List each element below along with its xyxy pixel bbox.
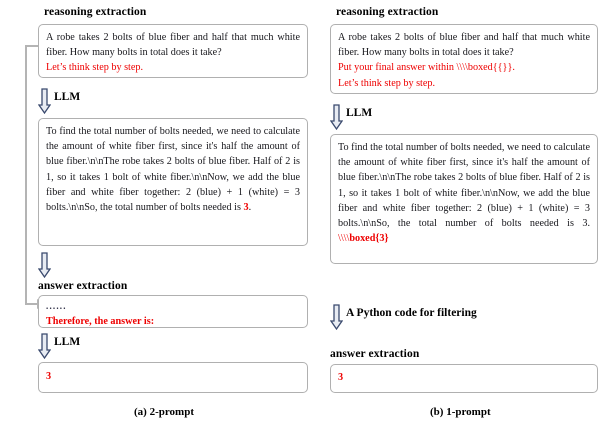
arrow-down-icon-filter-b [330, 304, 343, 330]
prompt-box-b [330, 24, 598, 94]
reasoning-output-answer-a: 3 [243, 202, 249, 214]
final-answer-box-a [38, 362, 308, 393]
final-answer-text-a: 3 [46, 371, 52, 382]
arrow-label-python-filter-b: A Python code for filtering [346, 307, 477, 319]
arrow-label-llm-b1: LLM [346, 107, 373, 119]
prompt-box-a [38, 24, 308, 78]
final-answer-text-b: 3 [338, 372, 344, 383]
caption-panel-b: (b) 1-prompt [430, 406, 491, 418]
reasoning-output-text-a: To find the total number of bolts needed, we need to calculate the amount of white fiber first, since it's half the amount of blue fiber.\n\nThe robe takes 2 bolts of blue fiber. Half of 2 is 1, so it takes 1 bolt of white fiber.\n\nNow, we add the blue fiber and white fiber together: 2 (blue) + 1 (white) = 3 bolts.\n\nSo, the total number of bolts needed is [46, 126, 300, 214]
reasoning-output-text-b: To find the total number of bolts needed, we need to calculate the amount of white fiber first, since it's half the amount of blue fiber.\n\nThe robe takes 2 bolts of blue fiber. Half of 2 is 1, so it takes 1 bolt of white fiber.\n\nNow, we add the blue fiber and white fiber together: 2 (blue) + 1 (white) = 3 bolts.\n\nSo, the total number of bolts needed is 3. [338, 142, 590, 230]
arrow-down-icon-llm-b1 [330, 104, 343, 130]
arrow-label-llm-a1: LLM [54, 91, 81, 103]
prompt-cot-trigger-b: Let’s think step by step. [338, 77, 436, 89]
final-answer-box-b [330, 364, 598, 393]
heading-answer-extraction-a: answer extraction [38, 280, 128, 292]
arrow-label-llm-a2: LLM [54, 336, 81, 348]
reasoning-output-period-a: . [248, 202, 252, 214]
prompt-cot-trigger-a: Let’s think step by step. [46, 62, 144, 74]
reasoning-output-boxed-b: boxed{3} [349, 233, 389, 245]
answer-trigger-text-a: Therefore, the answer is: [46, 316, 155, 328]
heading-reasoning-extraction-b: reasoning extraction [336, 6, 439, 18]
arrow-down-icon-llm-a2 [38, 333, 51, 359]
arrow-down-icon-a2 [38, 252, 51, 278]
answer-extraction-box-a [38, 295, 308, 328]
heading-reasoning-extraction-a: reasoning extraction [44, 6, 147, 18]
prompt-question-b: A robe takes 2 bolts of blue fiber and half that much white fiber. How many bolts in total does it take? [338, 32, 590, 59]
reasoning-output-box-a [38, 118, 308, 246]
reasoning-output-box-b [330, 134, 598, 264]
arrow-down-icon-llm-a1 [38, 88, 51, 114]
reasoning-output-backslashes-b: \\\\ [338, 233, 350, 245]
ellipsis-placeholder-a: ...... [46, 301, 67, 311]
caption-panel-a: (a) 2-prompt [134, 406, 194, 418]
heading-answer-extraction-b: answer extraction [330, 348, 420, 360]
prompt-question-a: A robe takes 2 bolts of blue fiber and half that much white fiber. How many bolts in total does it take? [46, 32, 300, 59]
panel-1-prompt [312, 0, 614, 436]
prompt-boxed-instruction-b: Put your final answer within \\\\boxed{{}}. [338, 62, 515, 74]
